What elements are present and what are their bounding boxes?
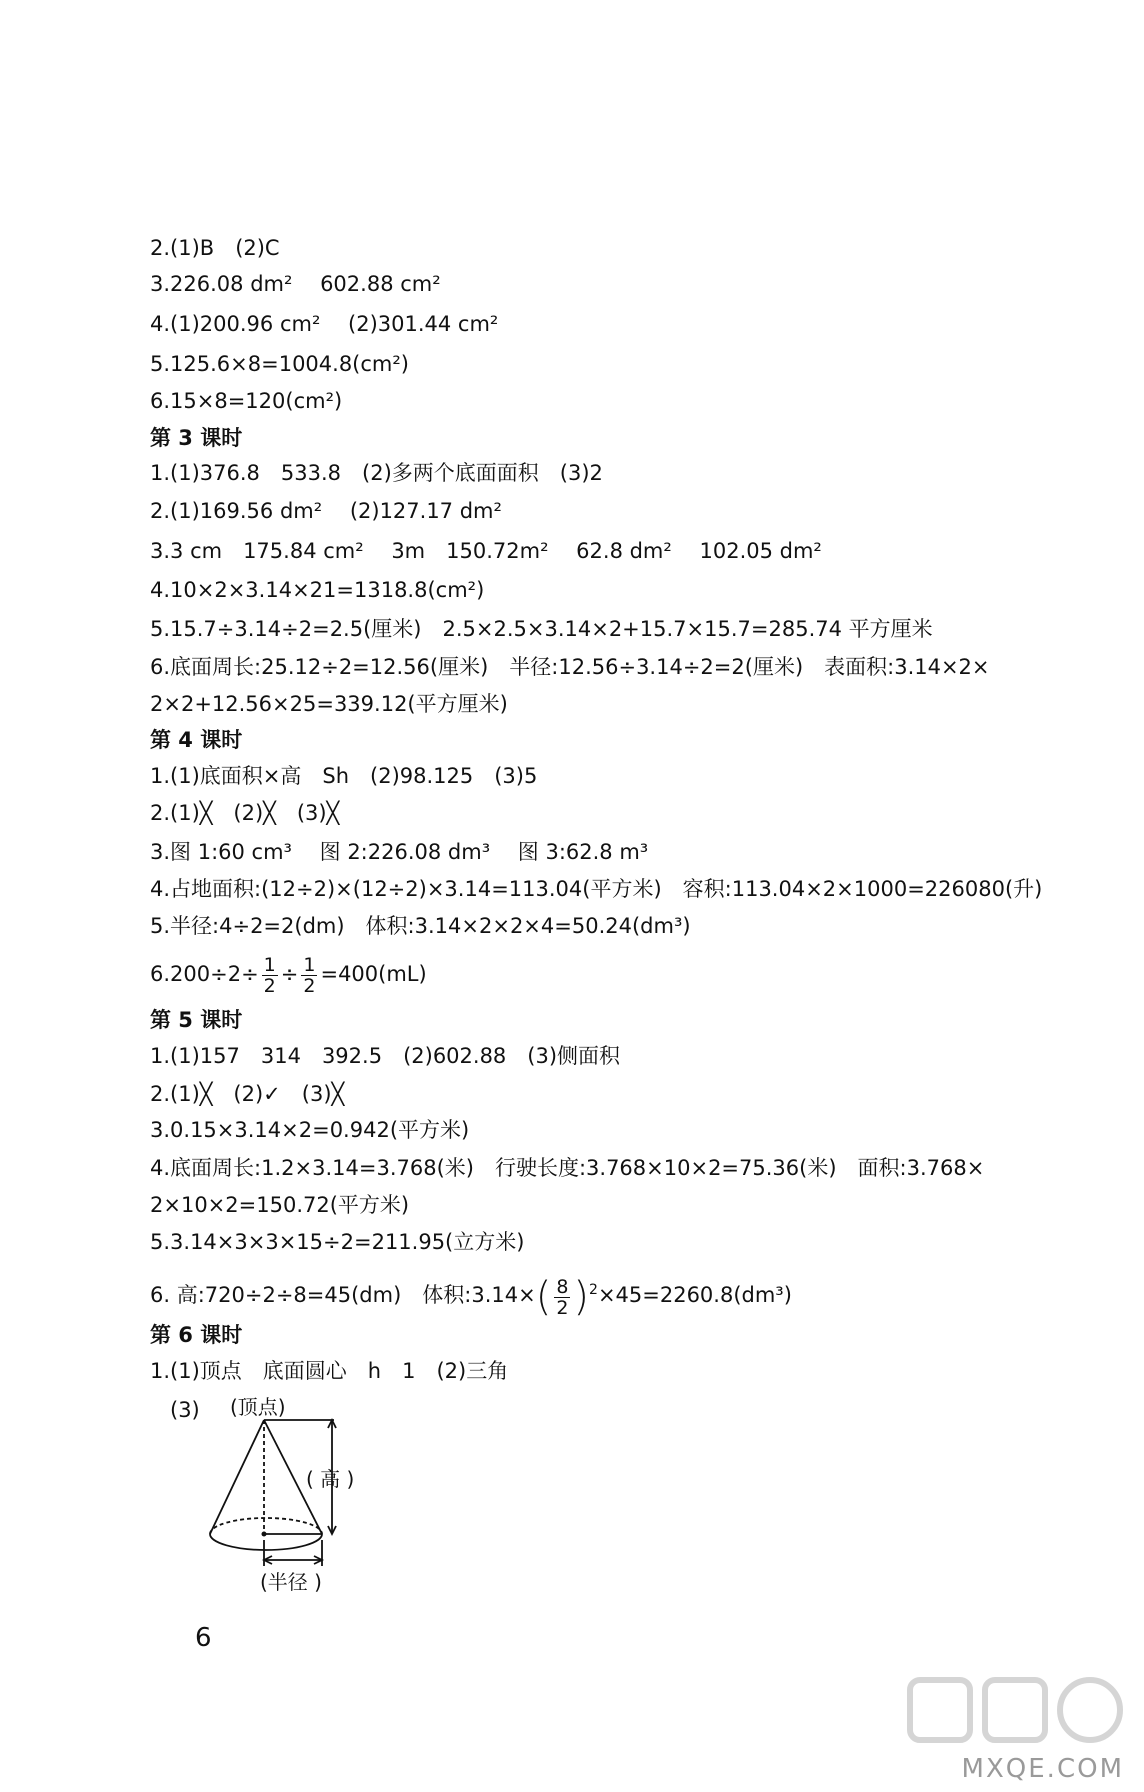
answer-line-15: 3.图 1:60 cm³ 图 2:226.08 dm³ 图 3:62.8 m³	[150, 840, 649, 864]
fraction-line-2-suffix: ×45=2260.8(dm³)	[597, 1283, 792, 1307]
answer-line-17: 5.半径:4÷2=2(dm) 体积:3.14×2×2×4=50.24(dm³)	[150, 914, 691, 938]
section-heading-5: 第 5 课时	[150, 1008, 243, 1032]
fraction-2-numerator: 1	[303, 953, 316, 976]
answer-line-8: 3.3 cm 175.84 cm² 3m 150.72m² 62.8 dm² 102.05 dm²	[150, 539, 822, 563]
fraction-line-2	[150, 1262, 792, 1324]
section-heading-6: 第 6 课时	[150, 1323, 243, 1347]
fraction-2	[301, 955, 317, 996]
answer-line-10: 5.15.7÷3.14÷2=2.5(厘米) 2.5×2.5×3.14×2+15.7×15.7=285.74 平方厘米	[150, 617, 933, 641]
cone-apex-label: (顶点)	[230, 1395, 286, 1419]
fraction-line-1-suffix: =400(mL)	[320, 962, 427, 986]
section-heading-3: 第 3 课时	[150, 426, 243, 450]
paren-fraction	[536, 1268, 589, 1324]
answer-line-22: 2×10×2=150.72(平方米)	[150, 1193, 410, 1217]
cone-item-label: (3)	[170, 1398, 200, 1422]
answer-line-13: 1.(1)底面积×高 Sh (2)98.125 (3)5	[150, 764, 538, 788]
answer-line-3: 4.(1)200.96 cm² (2)301.44 cm²	[150, 312, 499, 336]
cone-base-back	[210, 1518, 322, 1534]
section-heading-4: 第 4 课时	[150, 728, 243, 752]
answer-line-11: 6.底面周长:25.12÷2=12.56(厘米) 半径:12.56÷3.14÷2=2(厘米) 表面积:3.14×2×	[150, 655, 990, 679]
fraction-2-denominator: 2	[303, 974, 316, 997]
cone-left-edge	[210, 1420, 264, 1534]
answer-line-14: 2.(1)╳ (2)╳ (3)╳	[150, 801, 340, 825]
answer-line-16: 4.占地面积:(12÷2)×(12÷2)×3.14=113.04(平方米) 容积:113.04×2×1000=226080(升)	[150, 877, 1043, 901]
fraction-1-numerator: 1	[263, 953, 276, 976]
fraction-1-denominator: 2	[263, 974, 276, 997]
answer-line-21: 4.底面周长:1.2×3.14=3.768(米) 行驶长度:3.768×10×2=75.36(米) 面积:3.768×	[150, 1156, 985, 1180]
answer-line-12: 2×2+12.56×25=339.12(平方厘米)	[150, 692, 508, 716]
fraction-3	[554, 1277, 570, 1318]
fraction-1	[262, 955, 278, 996]
answer-line-2: 3.226.08 dm² 602.88 cm²	[150, 272, 441, 296]
answer-line-9: 4.10×2×3.14×21=1318.8(cm²)	[150, 578, 485, 602]
fraction-line-1-prefix: 6.200÷2÷	[150, 962, 259, 986]
watermark-text: MXQE.COM	[961, 1754, 1124, 1784]
cone-height-label: ( 高 )	[306, 1467, 355, 1491]
answer-line-6: 1.(1)376.8 533.8 (2)多两个底面面积 (3)2	[150, 461, 603, 485]
page-number: 6	[195, 1623, 212, 1653]
fraction-line-1	[150, 950, 427, 998]
answer-line-4: 5.125.6×8=1004.8(cm²)	[150, 352, 409, 376]
fraction-line-2-prefix: 6. 高:720÷2÷8=45(dm) 体积:3.14×	[150, 1283, 536, 1307]
base-center-dot	[262, 1532, 267, 1537]
answer-line-7: 2.(1)169.56 dm² (2)127.17 dm²	[150, 499, 502, 523]
cone-right-edge	[264, 1420, 322, 1534]
answer-line-24: 1.(1)顶点 底面圆心 h 1 (2)三角	[150, 1359, 509, 1383]
fraction-3-numerator: 8	[556, 1275, 569, 1298]
answer-line-23: 5.3.14×3×3×15÷2=211.95(立方米)	[150, 1230, 525, 1254]
cone-base-front	[210, 1534, 322, 1550]
right-paren: )	[573, 1274, 590, 1320]
fraction-line-1-mid: ÷	[280, 962, 299, 986]
cone-radius-label: (半径 )	[260, 1570, 322, 1594]
left-paren: (	[535, 1274, 552, 1320]
answer-line-20: 3.0.15×3.14×2=0.942(平方米)	[150, 1118, 470, 1142]
answer-line-1: 2.(1)B (2)C	[150, 236, 280, 260]
fraction-3-denominator: 2	[556, 1296, 569, 1319]
answer-line-18: 1.(1)157 314 392.5 (2)602.88 (3)侧面积	[150, 1044, 621, 1068]
cone-diagram	[200, 1400, 360, 1570]
answer-line-19: 2.(1)╳ (2)✓ (3)╳	[150, 1082, 345, 1106]
exponent: 2	[589, 1282, 598, 1298]
answer-line-5: 6.15×8=120(cm²)	[150, 389, 343, 413]
